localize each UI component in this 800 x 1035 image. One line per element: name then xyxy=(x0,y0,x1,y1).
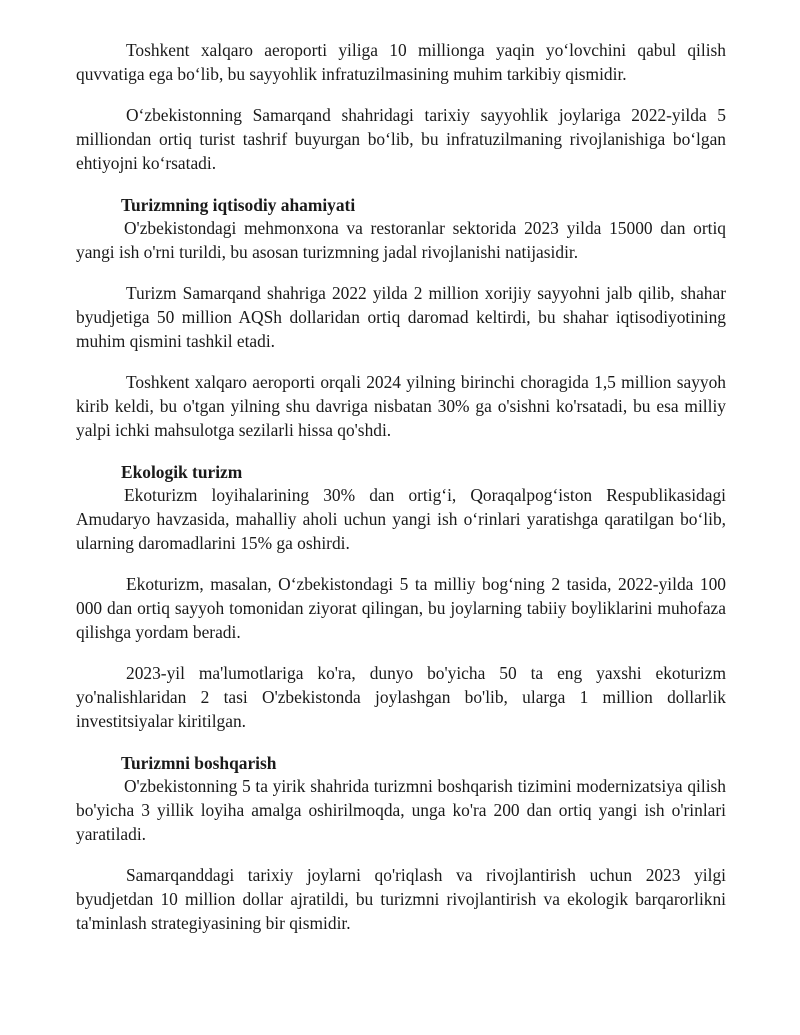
management-paragraph-2: Samarqanddagi tarixiy joylarni qo'riqlash va rivojlantirish uchun 2023 yilgi byudjetdan 10 million dollar ajratildi, bu turizmni rivojlantirish va ekologik barqarorlikni ta'minlash strategiyasining bir qismidir. xyxy=(76,865,726,933)
economic-paragraph-3: Toshkent xalqaro aeroporti orqali 2024 yilning birinchi choragida 1,5 million sayyoh kirib keldi, bu o'tgan yilning shu davriga nisbatan 30% ga o'sishni ko'rsatadi, bu esa milliy yalpi ichki mahsulotga sezilarli hissa qo'shdi. xyxy=(76,372,726,440)
document-page xyxy=(76,38,726,952)
economic-paragraph-1: O'zbekistondagi mehmonxona va restoranlar sektorida 2023 yilda 15000 dan ortiq yangi ish o'rni turildi, bu asosan turizmning jadal rivojlanishi natijasidir. xyxy=(76,218,726,262)
section-ecotourism xyxy=(76,461,726,733)
intro-paragraph-1: Toshkent xalqaro aeroporti yiliga 10 millionga yaqin yo‘lovchini qabul qilish quvvatiga ega bo‘lib, bu sayyohlik infratuzilmasining muhim tarkibiy qismidir. xyxy=(76,40,726,84)
section-economic xyxy=(76,194,726,442)
section-heading-economic: Turizmning iqtisodiy ahamiyati xyxy=(121,195,356,215)
management-paragraph-1: O'zbekistonning 5 ta yirik shahrida turizmni boshqarish tizimini modernizatsiya qilish bo'yicha 3 yillik loyiha amalga oshirilmoqda, unga ko'ra 200 dan ortiq yangi ish o'rinlari yaratiladi. xyxy=(76,776,726,844)
ecotourism-paragraph-2: Ekoturizm, masalan, O‘zbekistondagi 5 ta milliy bog‘ning 2 tasida, 2022-yilda 100 000 dan ortiq sayyoh tomonidan ziyorat qilingan, bu joylarning tabiiy boyliklarini muhofaza qilishga yordam beradi. xyxy=(76,574,726,642)
section-heading-management: Turizmni boshqarish xyxy=(121,753,277,773)
intro-paragraph-2: O‘zbekistonning Samarqand shahridagi tarixiy sayyohlik joylariga 2022-yilda 5 milliondan ortiq turist tashrif buyurgan bo‘lib, bu infratuzilmaning rivojlanishiga bo‘lgan ehtiyojni ko‘rsatadi. xyxy=(76,105,726,173)
ecotourism-paragraph-1: Ekoturizm loyihalarining 30% dan ortig‘i, Qoraqalpog‘iston Respublikasidagi Amudaryo havzasida, mahalliy aholi uchun yangi ish o‘rinlari yaratishga qaratilgan bo‘lib, ularning daromadlarini 15% ga oshirdi. xyxy=(76,485,726,553)
section-heading-ecotourism: Ekologik turizm xyxy=(121,462,243,482)
economic-paragraph-2: Turizm Samarqand shahriga 2022 yilda 2 million xorijiy sayyohni jalb qilib, shahar byudjetiga 50 million AQSh dollaridan ortiq daromad keltirdi, bu shahar iqtisodiyotining muhim qismini tashkil etadi. xyxy=(76,283,726,351)
section-management xyxy=(76,752,726,935)
ecotourism-paragraph-3: 2023-yil ma'lumotlariga ko'ra, dunyo bo'yicha 50 ta eng yaxshi ekoturizm yo'nalishlaridan 2 tasi O'zbekistonda joylashgan bo'lib, ularga 1 million dollarlik investitsiyalar kiritilgan. xyxy=(76,663,726,731)
